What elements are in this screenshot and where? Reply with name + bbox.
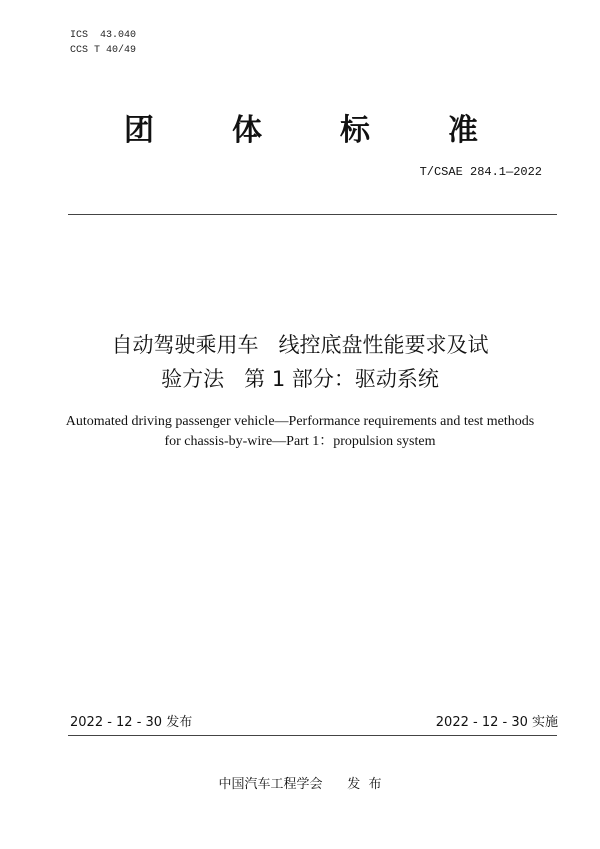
english-title-line-1: Automated driving passenger vehicle—Performance requirements and test methods [65, 414, 535, 429]
header-divider [68, 214, 557, 215]
publisher: 中国汽车工程学会 发 布 [218, 777, 382, 792]
chinese-title-line-2: 验方法 第 1 部分：驱动系统 [161, 367, 439, 391]
standard-type-char: 标 [340, 113, 370, 148]
standard-type-char: 团 [124, 113, 154, 148]
standard-type-heading [0, 112, 600, 152]
publish-date: 2022 - 12 - 30 发布 [70, 715, 193, 730]
standard-type-char: 准 [448, 113, 478, 148]
chinese-title-line-1: 自动驾驶乘用车 线控底盘性能要求及试 [111, 333, 489, 357]
standard-code: T/CSAE 284.1—2022 [419, 165, 542, 179]
english-title-line-2: for chassis-by-wire—Part 1：propulsion system [164, 434, 436, 449]
footer-divider [68, 735, 557, 736]
ics-code: ICS 43.040 [70, 30, 137, 41]
ccs-code: CCS T 40/49 [70, 45, 137, 56]
implement-date: 2022 - 12 - 30 实施 [435, 715, 558, 730]
standard-type-char: 体 [232, 113, 262, 148]
